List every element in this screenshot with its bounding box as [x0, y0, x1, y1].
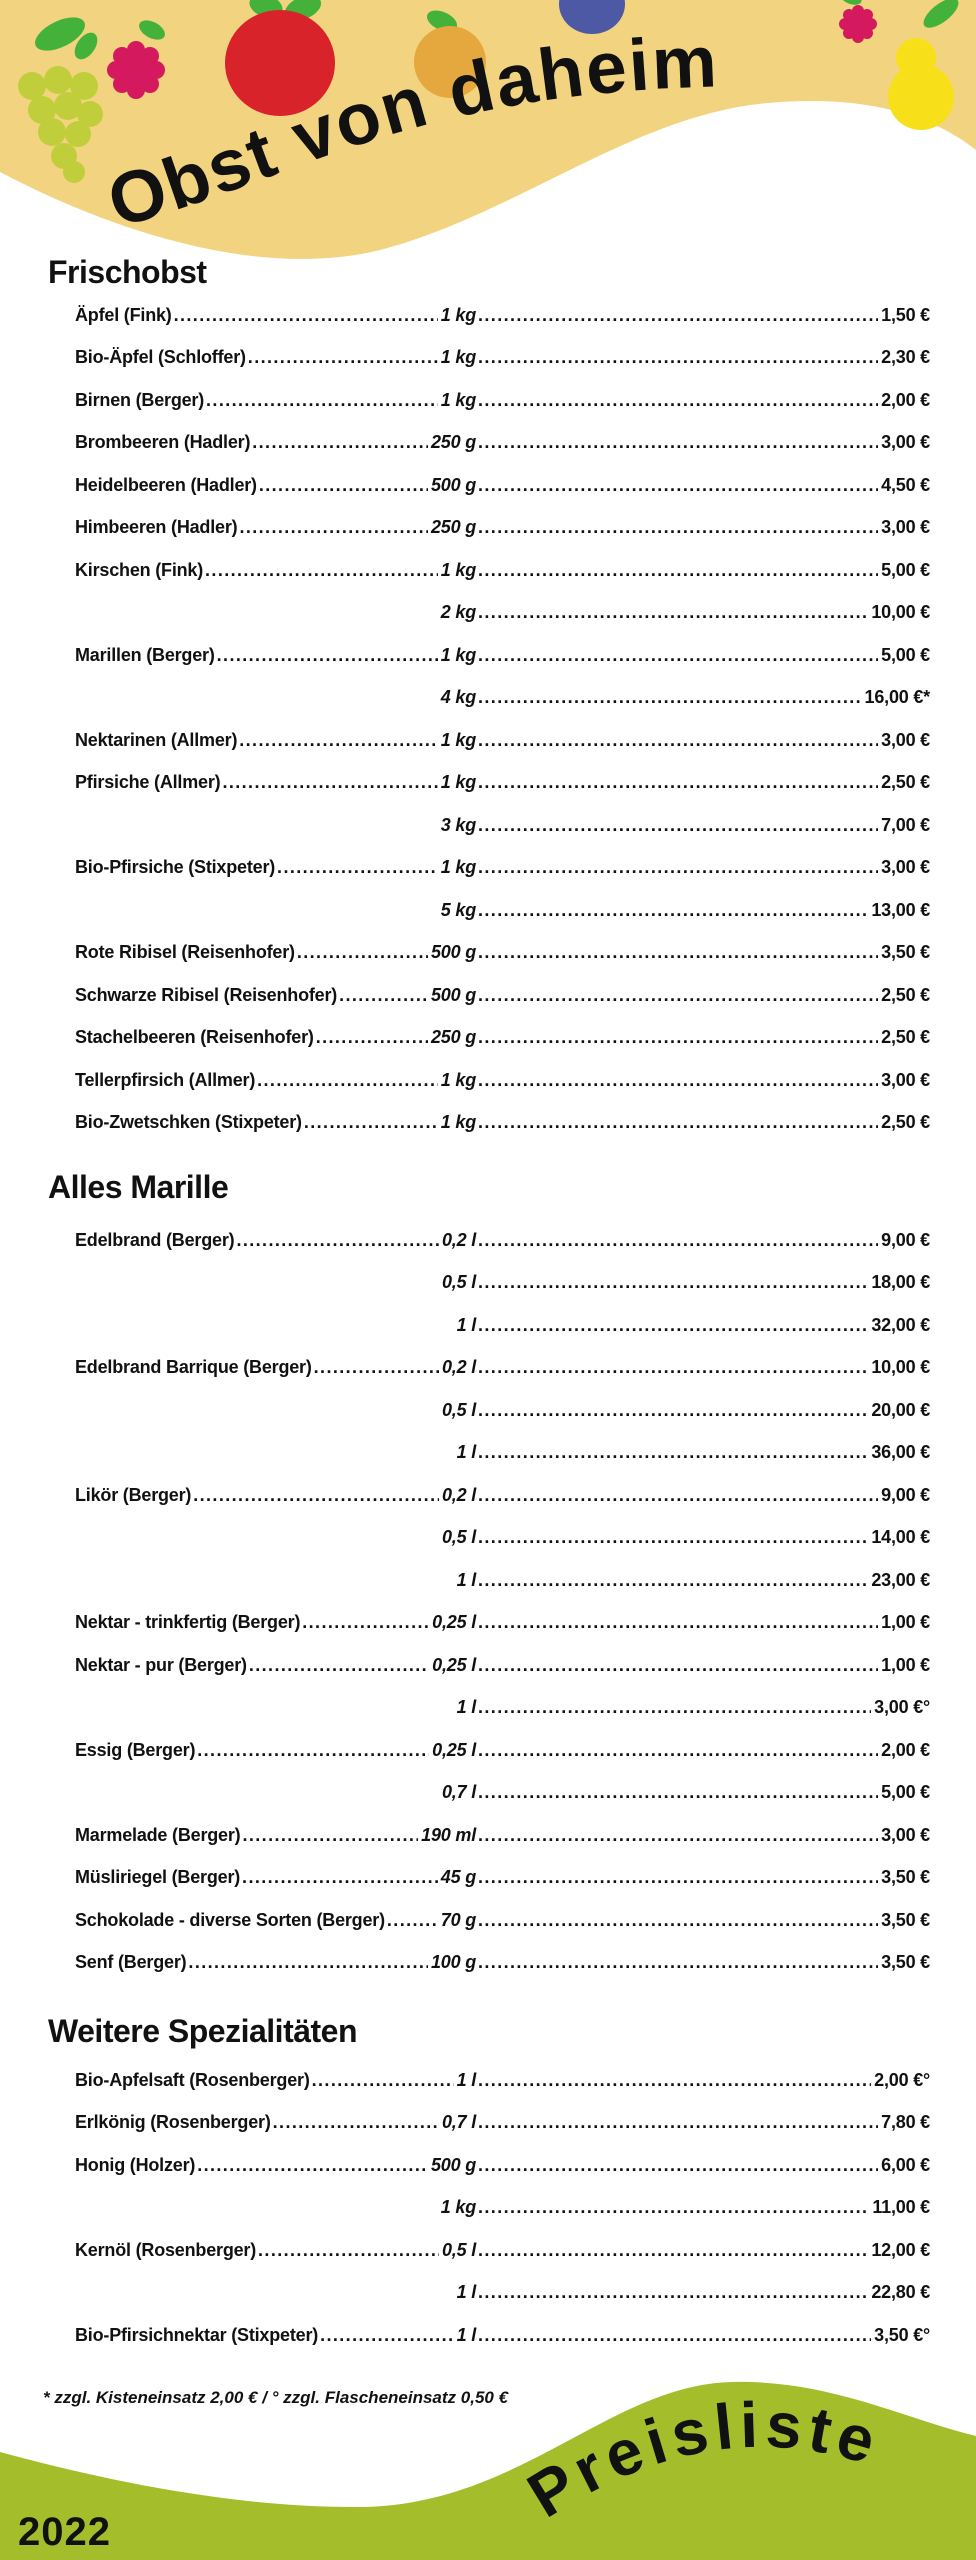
- price-row: [75, 1431, 930, 1474]
- item-quantity: 1 kg: [440, 729, 476, 750]
- dot-leader: [255, 1059, 438, 1102]
- item-quantity: 0,2 l: [441, 1484, 476, 1505]
- item-price: 3,50 €: [881, 1909, 930, 1930]
- item-price: 3,00 €: [881, 517, 930, 538]
- dot-leader: [476, 634, 878, 677]
- price-row-left: [75, 2059, 476, 2102]
- price-row: [75, 1941, 930, 1984]
- item-quantity: 1 l: [456, 1697, 476, 1718]
- section-heading-frischobst: Frischobst: [48, 254, 207, 290]
- item-quantity: 1 l: [456, 2069, 476, 2090]
- price-row-left: [75, 1941, 476, 1984]
- price-row: [75, 1304, 930, 1347]
- price-row: [75, 379, 930, 422]
- price-row: [75, 889, 930, 932]
- item-quantity: 0,5 l: [441, 1399, 476, 1420]
- price-row-left: [75, 2229, 476, 2272]
- price-row: [75, 464, 930, 507]
- dot-leader: [310, 2059, 454, 2102]
- dot-leader: [204, 379, 438, 422]
- price-row-left: [75, 1431, 476, 1474]
- item-price: 13,00 €: [871, 899, 930, 920]
- item-price: 16,00 €*: [864, 687, 930, 708]
- price-row-left: [75, 1601, 476, 1644]
- item-quantity: 5 kg: [440, 899, 476, 920]
- item-price: 36,00 €: [871, 1442, 930, 1463]
- item-name: Erlkönig (Rosenberger): [75, 2112, 271, 2133]
- item-price: 3,00 €°: [874, 1697, 930, 1718]
- item-name: Schwarze Ribisel (Reisenhofer): [75, 984, 338, 1005]
- item-price: 3,00 €: [881, 729, 930, 750]
- price-rows-alles-marille: [75, 1219, 930, 1984]
- item-price: 3,50 €°: [874, 2324, 930, 2345]
- dot-leader: [275, 846, 438, 889]
- price-row-left: [75, 2271, 476, 2314]
- price-row: [75, 1059, 930, 1102]
- price-row-left: [75, 1644, 476, 1687]
- price-row-left: [75, 1346, 476, 1389]
- item-quantity: 190 ml: [421, 1824, 476, 1845]
- item-price: 3,50 €: [881, 1867, 930, 1888]
- item-price: 2,50 €: [881, 1112, 930, 1133]
- price-row: [75, 336, 930, 379]
- price-rows-frischobst: [75, 294, 930, 1144]
- item-name: Kirschen (Fink): [75, 559, 204, 580]
- item-name: Edelbrand Barrique (Berger): [75, 1357, 312, 1378]
- dot-leader: [476, 974, 878, 1017]
- price-row: [75, 761, 930, 804]
- item-quantity: 500 g: [430, 2154, 476, 2175]
- dot-leader: [271, 2101, 439, 2144]
- item-name: Tellerpfirsich (Allmer): [75, 1069, 256, 1090]
- dot-leader: [256, 2229, 439, 2272]
- item-quantity: 0,2 l: [441, 1357, 476, 1378]
- price-row-left: [75, 1016, 476, 1059]
- dot-leader: [476, 1059, 878, 1102]
- item-quantity: 1 kg: [440, 2197, 476, 2218]
- price-row-left: [75, 1101, 476, 1144]
- dot-leader: [476, 1686, 871, 1729]
- price-row-left: [75, 804, 476, 847]
- item-price: 9,00 €: [881, 1484, 930, 1505]
- dot-leader: [476, 1431, 868, 1474]
- item-price: 5,00 €: [881, 1782, 930, 1803]
- dot-leader: [476, 1771, 878, 1814]
- price-row-left: [75, 379, 476, 422]
- dot-leader: [476, 1729, 878, 1772]
- item-quantity: 45 g: [440, 1867, 476, 1888]
- dot-leader: [476, 1346, 868, 1389]
- dot-leader: [476, 1474, 878, 1517]
- deposit-footnote: * zzgl. Kisteneinsatz 2,00 € / ° zzgl. Flascheneinsatz 0,50 €: [43, 2388, 509, 2407]
- item-quantity: 70 g: [440, 1909, 476, 1930]
- price-row-left: [75, 761, 476, 804]
- price-row-left: [75, 1771, 476, 1814]
- item-name: Schokolade - diverse Sorten (Berger): [75, 1909, 385, 1930]
- section-heading-alles-marille: Alles Marille: [48, 1169, 229, 1205]
- item-quantity: 1 l: [456, 1569, 476, 1590]
- dot-leader: [476, 421, 878, 464]
- price-row: [75, 2059, 930, 2102]
- dot-leader: [476, 804, 878, 847]
- item-price: 22,80 €: [871, 2282, 930, 2303]
- item-quantity: 1 l: [456, 1442, 476, 1463]
- item-price: 3,50 €: [881, 1952, 930, 1973]
- dot-leader: [240, 1856, 438, 1899]
- price-row: [75, 2101, 930, 2144]
- item-price: 18,00 €: [871, 1272, 930, 1293]
- dot-leader: [476, 761, 878, 804]
- item-quantity: 0,5 l: [441, 1527, 476, 1548]
- price-row: [75, 1474, 930, 1517]
- price-row: [75, 1101, 930, 1144]
- price-row: [75, 2271, 930, 2314]
- price-row: [75, 1899, 930, 1942]
- price-row-left: [75, 591, 476, 634]
- year-label: 2022: [18, 2510, 111, 2554]
- price-row-left: [75, 1389, 476, 1432]
- price-row-left: [75, 634, 476, 677]
- dot-leader: [476, 1219, 878, 1262]
- section-heading-weitere-spezialitaeten: Weitere Spezialitäten: [48, 2013, 358, 2049]
- dot-leader: [476, 931, 878, 974]
- dot-leader: [295, 931, 428, 974]
- price-row: [75, 676, 930, 719]
- dot-leader: [476, 1389, 868, 1432]
- price-row: [75, 1261, 930, 1304]
- item-quantity: 0,25 l: [432, 1612, 476, 1633]
- item-quantity: 250 g: [430, 517, 476, 538]
- item-price: 5,00 €: [881, 644, 930, 665]
- dot-leader: [476, 889, 868, 932]
- dot-leader: [215, 634, 438, 677]
- dot-leader: [476, 336, 878, 379]
- dot-leader: [476, 2101, 878, 2144]
- price-row: [75, 1559, 930, 1602]
- footer-label-text: Preisliste: [515, 2388, 890, 2532]
- item-name: Stachelbeeren (Reisenhofer): [75, 1027, 314, 1048]
- item-name: Kernöl (Rosenberger): [75, 2239, 257, 2260]
- price-row-left: [75, 294, 476, 337]
- item-quantity: 0,5 l: [441, 2239, 476, 2260]
- dot-leader: [476, 719, 878, 762]
- price-row: [75, 2144, 930, 2187]
- item-name: Marillen (Berger): [75, 644, 215, 665]
- dot-leader: [203, 549, 438, 592]
- price-row: [75, 1016, 930, 1059]
- price-row-left: [75, 931, 476, 974]
- price-row-left: [75, 1261, 476, 1304]
- dot-leader: [195, 2144, 428, 2187]
- item-price: 7,80 €: [881, 2112, 930, 2133]
- item-price: 7,00 €: [881, 814, 930, 835]
- price-row: [75, 846, 930, 889]
- price-row-left: [75, 889, 476, 932]
- item-name: Edelbrand (Berger): [75, 1229, 235, 1250]
- header-title-text: Obst von daheim: [99, 21, 721, 244]
- dot-leader: [476, 506, 878, 549]
- item-price: 6,00 €: [881, 2154, 930, 2175]
- price-row: [75, 1814, 930, 1857]
- item-price: 5,00 €: [881, 559, 930, 580]
- item-price: 2,30 €: [881, 347, 930, 368]
- dot-leader: [476, 294, 878, 337]
- item-price: 2,00 €: [881, 389, 930, 410]
- price-row-left: [75, 1814, 476, 1857]
- dot-leader: [476, 846, 878, 889]
- dot-leader: [337, 974, 428, 1017]
- item-price: 14,00 €: [871, 1527, 930, 1548]
- dot-leader: [385, 1899, 438, 1942]
- dot-leader: [476, 1559, 868, 1602]
- item-name: Birnen (Berger): [75, 389, 205, 410]
- price-row-left: [75, 336, 476, 379]
- price-row-left: [75, 1729, 476, 1772]
- item-price: 10,00 €: [871, 602, 930, 623]
- item-name: Rote Ribisel (Reisenhofer): [75, 942, 295, 963]
- price-row: [75, 974, 930, 1017]
- price-row: [75, 1729, 930, 1772]
- item-quantity: 1 l: [456, 1314, 476, 1335]
- item-price: 3,00 €: [881, 1069, 930, 1090]
- item-name: Heidelbeeren (Hadler): [75, 474, 257, 495]
- item-name: Brombeeren (Hadler): [75, 432, 251, 453]
- price-row-left: [75, 1516, 476, 1559]
- item-quantity: 3 kg: [440, 814, 476, 835]
- item-price: 4,50 €: [881, 474, 930, 495]
- item-quantity: 500 g: [430, 984, 476, 1005]
- item-price: 20,00 €: [871, 1399, 930, 1420]
- item-price: 23,00 €: [871, 1569, 930, 1590]
- price-row: [75, 719, 930, 762]
- item-quantity: 0,25 l: [432, 1654, 476, 1675]
- dot-leader: [172, 294, 438, 337]
- item-price: 2,50 €: [881, 1027, 930, 1048]
- item-name: Äpfel (Fink): [75, 304, 172, 325]
- item-price: 3,00 €: [881, 432, 930, 453]
- dot-leader: [257, 464, 428, 507]
- price-row-left: [75, 974, 476, 1017]
- item-price: 10,00 €: [871, 1357, 930, 1378]
- dot-leader: [476, 1644, 878, 1687]
- dot-leader: [476, 2229, 868, 2272]
- item-price: 2,00 €: [881, 1739, 930, 1760]
- dot-leader: [312, 1346, 439, 1389]
- price-row-left: [75, 719, 476, 762]
- dot-leader: [186, 1941, 428, 1984]
- price-row-left: [75, 2314, 476, 2357]
- item-name: Nektar - pur (Berger): [75, 1654, 247, 1675]
- item-quantity: 0,25 l: [432, 1739, 476, 1760]
- item-price: 3,50 €: [881, 942, 930, 963]
- dot-leader: [476, 1016, 878, 1059]
- item-name: Bio-Pfirsiche (Stixpeter): [75, 857, 276, 878]
- price-row: [75, 1516, 930, 1559]
- item-name: Bio-Zwetschken (Stixpeter): [75, 1112, 302, 1133]
- item-price: 1,00 €: [881, 1654, 930, 1675]
- price-row: [75, 506, 930, 549]
- item-quantity: 500 g: [430, 942, 476, 963]
- price-row: [75, 294, 930, 337]
- price-rows-weitere-spezialitaeten: [75, 2059, 930, 2357]
- dot-leader: [302, 1101, 438, 1144]
- price-row: [75, 1346, 930, 1389]
- price-row: [75, 421, 930, 464]
- item-name: Senf (Berger): [75, 1952, 187, 1973]
- item-quantity: 1 l: [456, 2282, 476, 2303]
- item-name: Bio-Pfirsichnektar (Stixpeter): [75, 2324, 319, 2345]
- item-price: 32,00 €: [871, 1314, 930, 1335]
- price-row-left: [75, 464, 476, 507]
- item-name: Bio-Äpfel (Schloffer): [75, 347, 246, 368]
- dot-leader: [240, 1814, 418, 1857]
- item-price: 2,00 €°: [874, 2069, 930, 2090]
- item-name: Himbeeren (Hadler): [75, 517, 238, 538]
- item-name: Marmelade (Berger): [75, 1824, 241, 1845]
- dot-leader: [476, 1304, 868, 1347]
- item-quantity: 1 kg: [440, 772, 476, 793]
- dot-leader: [234, 1219, 439, 1262]
- item-price: 2,50 €: [881, 984, 930, 1005]
- dot-leader: [318, 2314, 454, 2357]
- price-row: [75, 1771, 930, 1814]
- dot-leader: [300, 1601, 429, 1644]
- dot-leader: [476, 676, 862, 719]
- price-row-left: [75, 1304, 476, 1347]
- price-row: [75, 2186, 930, 2229]
- item-quantity: 2 kg: [440, 602, 476, 623]
- item-quantity: 1 kg: [440, 304, 476, 325]
- dot-leader: [247, 1644, 429, 1687]
- dot-leader: [476, 2271, 868, 2314]
- item-quantity: 1 kg: [440, 389, 476, 410]
- item-price: 12,00 €: [871, 2239, 930, 2260]
- price-row: [75, 1601, 930, 1644]
- item-name: Honig (Holzer): [75, 2154, 196, 2175]
- item-quantity: 4 kg: [440, 687, 476, 708]
- item-quantity: 0,7 l: [441, 1782, 476, 1803]
- price-row: [75, 549, 930, 592]
- item-name: Essig (Berger): [75, 1739, 196, 1760]
- dot-leader: [476, 1516, 868, 1559]
- dot-leader: [250, 421, 428, 464]
- item-quantity: 1 kg: [440, 559, 476, 580]
- item-price: 9,00 €: [881, 1229, 930, 1250]
- price-row-left: [75, 1559, 476, 1602]
- price-row-left: [75, 1219, 476, 1262]
- item-quantity: 1 kg: [440, 347, 476, 368]
- price-row-left: [75, 506, 476, 549]
- dot-leader: [476, 1899, 878, 1942]
- price-row-left: [75, 676, 476, 719]
- dot-leader: [246, 336, 438, 379]
- price-row-left: [75, 2101, 476, 2144]
- item-price: 1,00 €: [881, 1612, 930, 1633]
- dot-leader: [476, 2314, 871, 2357]
- item-name: Müsliriegel (Berger): [75, 1867, 241, 1888]
- item-quantity: 250 g: [430, 432, 476, 453]
- item-quantity: 1 kg: [440, 1069, 476, 1090]
- dot-leader: [476, 1941, 878, 1984]
- price-row: [75, 1856, 930, 1899]
- price-row-left: [75, 1856, 476, 1899]
- dot-leader: [220, 761, 437, 804]
- price-row-left: [75, 549, 476, 592]
- dot-leader: [476, 1261, 868, 1304]
- price-row: [75, 2229, 930, 2272]
- item-name: Nektar - trinkfertig (Berger): [75, 1612, 301, 1633]
- item-quantity: 0,2 l: [441, 1229, 476, 1250]
- price-row-left: [75, 2144, 476, 2187]
- item-quantity: 250 g: [430, 1027, 476, 1048]
- item-price: 3,00 €: [881, 1824, 930, 1845]
- price-row: [75, 804, 930, 847]
- dot-leader: [191, 1474, 439, 1517]
- price-row: [75, 1219, 930, 1262]
- item-quantity: 0,7 l: [441, 2112, 476, 2133]
- item-quantity: 1 kg: [440, 1112, 476, 1133]
- price-row-left: [75, 846, 476, 889]
- dot-leader: [476, 2144, 878, 2187]
- item-price: 2,50 €: [881, 772, 930, 793]
- item-name: Nektarinen (Allmer): [75, 729, 238, 750]
- item-name: Pfirsiche (Allmer): [75, 772, 221, 793]
- item-quantity: 1 kg: [440, 644, 476, 665]
- item-name: Likör (Berger): [75, 1484, 192, 1505]
- price-row-left: [75, 1474, 476, 1517]
- price-row: [75, 1686, 930, 1729]
- price-row: [75, 2314, 930, 2357]
- price-row-left: [75, 1899, 476, 1942]
- dot-leader: [476, 1601, 878, 1644]
- item-name: Bio-Apfelsaft (Rosenberger): [75, 2069, 310, 2090]
- item-quantity: 1 l: [456, 2324, 476, 2345]
- dot-leader: [476, 1856, 878, 1899]
- item-quantity: 0,5 l: [441, 1272, 476, 1293]
- dot-leader: [314, 1016, 428, 1059]
- price-row-left: [75, 1059, 476, 1102]
- dot-leader: [476, 464, 878, 507]
- item-price: 1,50 €: [881, 304, 930, 325]
- item-quantity: 100 g: [430, 1952, 476, 1973]
- dot-leader: [237, 719, 438, 762]
- price-row: [75, 591, 930, 634]
- dot-leader: [476, 2059, 871, 2102]
- price-row-left: [75, 2186, 476, 2229]
- dot-leader: [476, 591, 868, 634]
- item-quantity: 500 g: [430, 474, 476, 495]
- dot-leader: [195, 1729, 429, 1772]
- footer-banner: [0, 2360, 976, 2560]
- item-price: 3,00 €: [881, 857, 930, 878]
- dot-leader: [237, 506, 428, 549]
- price-row-left: [75, 1686, 476, 1729]
- price-row: [75, 931, 930, 974]
- price-row: [75, 1389, 930, 1432]
- dot-leader: [476, 549, 878, 592]
- item-price: 11,00 €: [872, 2197, 930, 2218]
- price-row: [75, 1644, 930, 1687]
- price-row: [75, 634, 930, 677]
- item-quantity: 1 kg: [440, 857, 476, 878]
- price-row-left: [75, 421, 476, 464]
- dot-leader: [476, 1101, 878, 1144]
- dot-leader: [476, 2186, 869, 2229]
- dot-leader: [476, 1814, 878, 1857]
- dot-leader: [476, 379, 878, 422]
